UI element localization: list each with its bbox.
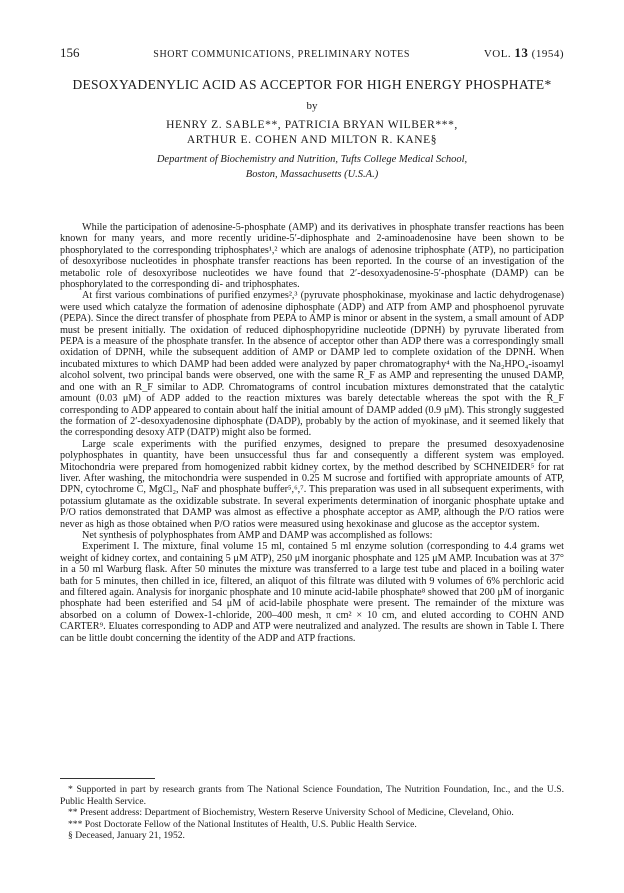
paragraph: Net synthesis of polyphosphates from AMP and DAMP was accomplished as follows: (82, 529, 433, 541)
author-list (0, 118, 624, 148)
footnote: ** Present address: Department of Biochemistry, Western Reserve University School of Medicine, Cleveland, Ohio. (68, 807, 514, 818)
footnote-rule (60, 778, 155, 779)
page-number: 156 (60, 45, 80, 60)
affiliation (0, 152, 624, 182)
volume-year: (1954) (531, 48, 564, 60)
footnote: * Supported in part by research grants from The National Science Foundation, The Nutrition Foundation, Inc., and the U.S. Public Health Service. (60, 784, 564, 807)
affiliation-line-2: Boston, Massachusetts (U.S.A.) (245, 169, 379, 180)
paragraph: Large scale experiments with the purified enzymes, designed to prepare the presumed desoxyadenosine polyphosphates in quantity, have been unsuccessful thus far and consequently a different system was employed. Mitochondria were prepared from homogenized rabbit kidney cortex, by the method described by SCHNEIDER⁵ for rat liver. After washing, the mitochondria were suspended in 0.25 M sucrose and fortified with appropriate amounts of ATP, DPN, cytochrome C, MgCl₂, NaF and phosphate buffer⁵,⁶,⁷. This preparation was used in all subsequent experiments, with potassium glutamate as the oxidizable substrate. In several experiments determination of inorganic phosphate uptake and P/O ratios demonstrated that DAMP was almost as effective a phosphate acceptor as AMP, although the P/O ratios were never as high as those obtained when P/O ratios were measured using hexokinase and glucose as the acceptor system. (60, 438, 564, 530)
footnote: § Deceased, January 21, 1952. (68, 830, 185, 841)
footnotes (60, 784, 564, 842)
running-title: SHORT COMMUNICATIONS, PRELIMINARY NOTES (153, 49, 411, 60)
volume-label: VOL. (483, 48, 512, 60)
paragraph: At first various combinations of purified enzymes²,³ (pyruvate phosphokinase, myokinase and lactic dehydrogenase) were used which catalyze the formation of adenosine diphosphate (ADP) and ATP from AMP and phosphoenol pyruvate (PEPA). Since the direct transfer of phosphate from PEPA to AMP is minor or absent in the system, a small amount of ADP must be present initially. The oxidation of reduced diphosphopyridine nucleotide (DPNH) by pyruvate liberated from PEPA is a measure of the phosphate transfer. In the absence of acceptor other than ADP there was a correspondingly small oxidation of DPNH, while the subsequent addition of AMP or DAMP led to complete oxidation of the DPNH. When incubated mixtures to which DAMP had been added were analyzed by paper chromatography⁴ with the Na₂HPO₄-isoamyl alcohol solvent, two principal bands were observed, one with the same R_F as AMP and representing the unused DAMP, and one with an R_F similar to ADP. Chromatograms of control incubation mixtures demonstrated that the catalytic amount (0.03 μM) of ADP added to the reaction mixtures was barely detectable whereas the spot with the R_F corresponding to ADP appeared to contain about half the initial amount of DAMP added (0.9 μM). This strongly suggested the formation of 2′-desoxyadenosine diphosphate (DADP), probably by the action of myokinase, and it seemed likely that the corresponding desoxy ATP (DATP) might also be formed. (60, 290, 564, 439)
volume-number: 13 (514, 45, 529, 60)
affiliation-line-1: Department of Biochemistry and Nutrition, Tufts College Medical School, (156, 154, 468, 165)
running-header (60, 45, 564, 61)
paragraph: Experiment I. The mixture, final volume 15 ml, contained 5 ml enzyme solution (corresponding to 4.4 grams wet weight of kidney cortex, and containing 5 μM ATP), 250 μM inorganic phosphate and 125 μM AMP. Incubation was at 37° in a 50 ml Warburg flask. After 50 minutes the mixture was transferred to a large test tube and placed in a boiling water bath for 5 minutes, then chilled in ice, filtered, an aliquot of this filtrate was diluted with 9 volumes of 6% perchloric acid and filtered again. Analysis for inorganic phosphate and 10 minute acid-labile phosphate⁸ showed that 200 μM of inorganic phosphate had been esterified and 54 μM of acid-labile phosphate were present. The remainder of the mixture was absorbed on a column of Dowex-1-chloride, 200–400 mesh, π cm² × 10 cm, and eluted according to COHN AND CARTER⁹. Eluates corresponding to ADP and ATP were neutralized and analyzed. The results are shown in Table I. There can be little doubt concerning the identity of the ADP and ATP fractions. (60, 541, 564, 644)
footnote: *** Post Doctorate Fellow of the National Institutes of Health, U.S. Public Health Service. (68, 818, 417, 830)
by-line: by (306, 100, 318, 112)
author-line-2: ARTHUR E. COHEN AND MILTON R. KANE§ (186, 134, 438, 146)
article-body (60, 222, 564, 644)
paragraph: While the participation of adenosine-5-phosphate (AMP) and its derivatives in phosphate transfer reactions has been known for many years, and more recently uridine-5′-diphosphate and 2-aminoadenosine have been shown to be phosphorylated to the corresponding triphosphates¹,² which are analogs of adenosine triphosphate (ATP), no participation of desoxyribose nucleotides in phosphate transfer reactions has been reported. In the course of an investigation of the metabolic role of desoxyribose nucleotides we have found that 2′-desoxyadenosine-5′-phosphate (DAMP) can be phosphorylated to the corresponding di- and triphosphates. (60, 222, 564, 291)
article-title: DESOXYADENYLIC ACID AS ACCEPTOR FOR HIGH ENERGY PHOSPHATE* (72, 77, 552, 92)
volume-info (484, 45, 564, 61)
author-line-1: HENRY Z. SABLE**, PATRICIA BRYAN WILBER***, (166, 119, 458, 131)
